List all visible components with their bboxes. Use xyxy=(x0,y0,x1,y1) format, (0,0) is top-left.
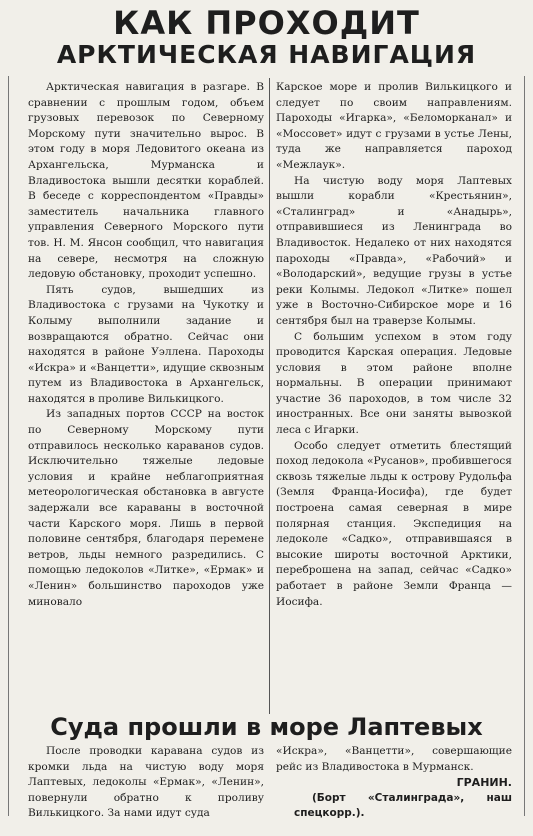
report-paragraph: «Искра», «Ванцетти», совершающие рейс из Владивостока в Мурманск. xyxy=(276,745,512,773)
report-author: ГРАНИН. xyxy=(456,776,512,790)
right-border-rule xyxy=(524,76,525,816)
report-paragraph: После проводки каравана судов из кромки льда на чистую воду моря Лаптевых, ледоколы «Ермак», «Ленин», повернули обратно к проливу Вилькицкого. За нами идут суда xyxy=(28,745,264,820)
article-paragraph: Карское море и пролив Вилькицкого и следует по своим направлениям. Пароходы «Игарка», «Беломорканал» и «Моссовет» идут с грузами в устье Лены, туда же направляется пароход «Межлаук». xyxy=(276,81,512,171)
article-paragraph: Из западных портов СССР на восток по Северному Морскому пути отправилось несколько караванов судов. Исключительно тяжелые ледовые условия и крайне неблагоприятная метеорологическая обстановка в августе задержали все караваны в восточной части Карского моря. Лишь в первой половине сентября, благодаря перемене ветров, льды немного разредились. С помощью ледоколов «Литке», «Ермак» и «Ленин» большинство пароходов уже миновало xyxy=(28,408,264,608)
left-border-rule xyxy=(8,76,9,816)
article-right-column xyxy=(276,80,512,712)
article-paragraph: С большим успехом в этом году проводится Карская операция. Ледовые условия в этом районе вполне нормальны. В операции принимают участие 36 пароходов, в том числе 32 иностранных. Все они заняты вывозкой леса с Игарки. xyxy=(276,330,512,437)
article-left-column xyxy=(28,80,264,712)
article-paragraph: Особо следует отметить блестящий поход ледокола «Русанов», пробившегося сквозь тяжелые льды к острову Рудольфа (Земля Франца-Иосифа), где будет построена самая северная в мире полярная станция. Экспедиция на ледоколе «Садко», отправившаяся в высокие широты восточной Арктики, переброшена на запад, сейчас «Садко» работает в районе Земли Франца — Иосифа. xyxy=(276,439,512,608)
report-left-column xyxy=(28,744,264,836)
column-divider xyxy=(269,78,270,714)
report-headline: Суда прошли в море Лаптевых xyxy=(50,713,483,741)
article-paragraph: Пять судов, вышедших из Владивостока с грузами на Чукотку и Колыму выполнили задание и возвращаются обратно. Сейчас они находятся в районе Уэллена. Пароходы «Искра» и «Ванцетти», идущие сквозным путем из Владивостока в Архангельск, находятся в проливе Вилькицкого. xyxy=(28,283,264,405)
article-headline-line2: АРКТИЧЕСКАЯ НАВИГАЦИЯ xyxy=(56,40,477,69)
article-paragraph: Арктическая навигация в разгаре. В сравнении с прошлым годом, объем грузовых перевозок по Северному Морскому пути значительно вырос. В этом году в моря Ледовитого океана из Архангельска, Мурманска и Владивостока вышли десятки кораблей. В беседе с корреспондентом «Правды» заместитель начальника главного управления Северного Морского пути тов. Н. М. Янсон сообщил, что навигация на севере, несмотря на сложную ледовую обстановку, проходит успешно. xyxy=(28,81,264,281)
article-paragraph: На чистую воду моря Лаптевых вышли корабли «Крестьянин», «Сталинград» и «Анадырь», отправившиеся из Ленинграда во Владивосток. Недалеко от них находятся пароходы «Правда», «Рабочий» и «Володарский», ведущие грузы в устье реки Колымы. Ледокол «Литке» пошел уже в Восточно-Сибирское море и 16 сентября был на траверзе Колымы. xyxy=(276,174,512,327)
report-source: (Борт «Сталинграда», наш спецкорр.). xyxy=(294,791,512,820)
article-headline-line1: КАК ПРОХОДИТ xyxy=(113,4,420,42)
report-right-column xyxy=(276,744,512,836)
